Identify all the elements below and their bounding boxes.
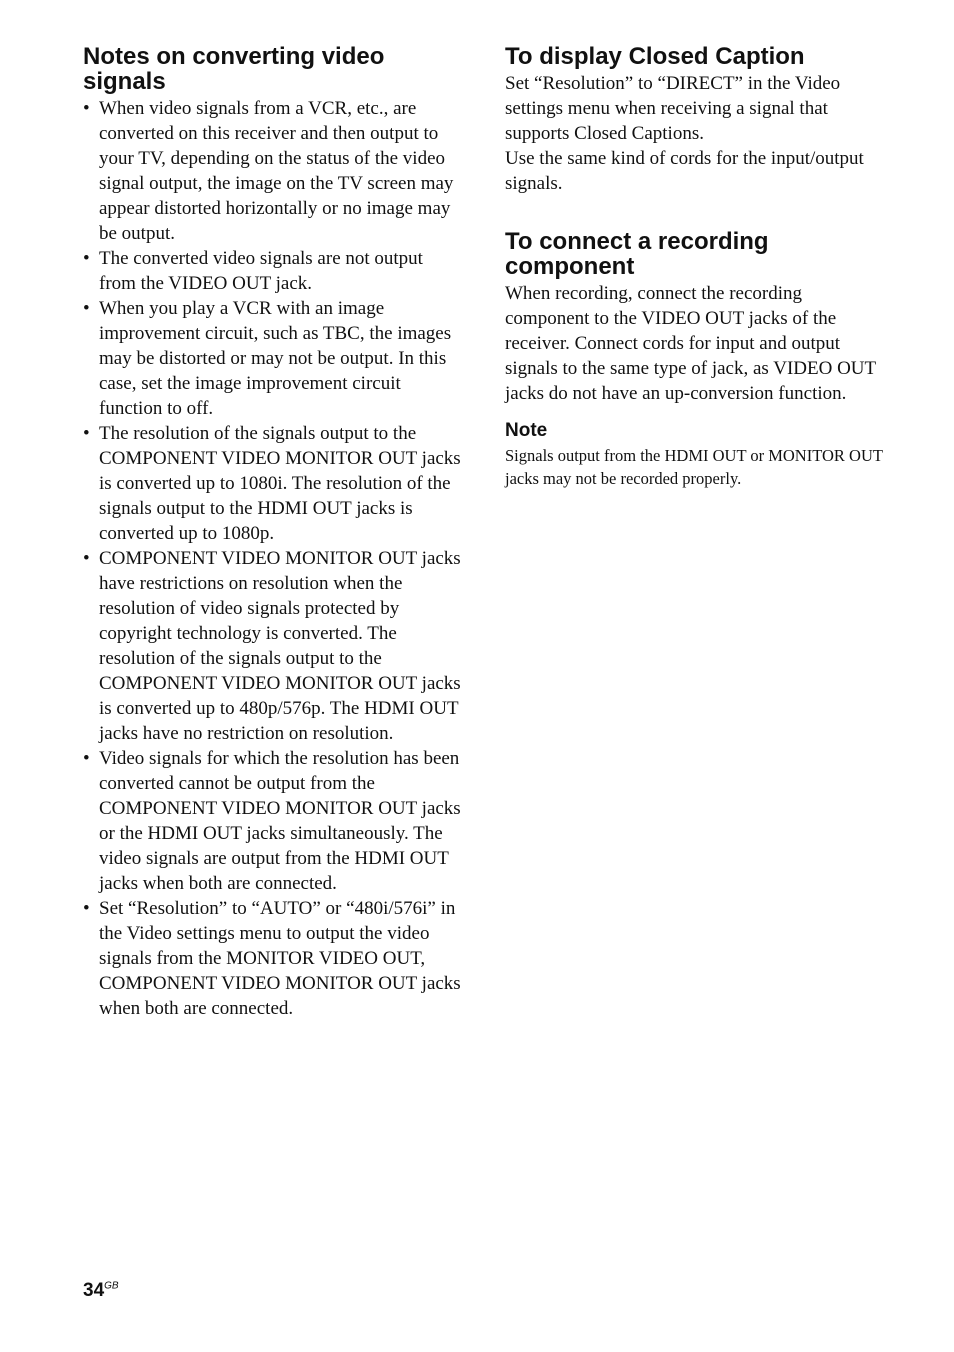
page-number: $34^{GB}$ xyxy=(83,1280,119,1301)
bullet-icon: • xyxy=(83,548,90,569)
notes-list xyxy=(83,96,461,1021)
list-item: • The converted video signals are not output from the VIDEO OUT jack. xyxy=(83,248,423,294)
bullet-icon: • xyxy=(83,898,90,919)
bullet-icon: • xyxy=(83,248,90,269)
section-heading-closed-caption: To display Closed Caption xyxy=(505,43,805,70)
bullet-icon: • xyxy=(83,98,90,119)
list-item: • When you play a VCR with an image improvement circuit, such as TBC, the images may be distorted or may not be output. In this case, set the image improvement circuit function to off. xyxy=(83,298,452,419)
bullet-icon: • xyxy=(83,298,90,319)
closed-caption-cords-text: Use the same kind of cords for the input/output signals. xyxy=(505,148,864,194)
region-code: GB xyxy=(104,1280,119,1292)
list-item: • COMPONENT VIDEO MONITOR OUT jacks have restrictions on resolution when the resolution of video signals protected by copyright technology is converted. The resolution of the signals output to the COMPONENT VIDEO MONITOR OUT jacks is converted up to 480p/576p. The HDMI OUT jacks have no restriction on resolution. xyxy=(83,548,461,744)
bullet-icon: • xyxy=(83,748,90,769)
list-item: • When video signals from a VCR, etc., are converted on this receiver and then output to your TV, depending on the status of the video signal output, the image on the TV screen may appear distorted horizontally or no image may be output. xyxy=(83,98,454,244)
list-item: • Video signals for which the resolution has been converted cannot be output from the COMPONENT VIDEO MONITOR OUT jacks or the HDMI OUT jacks simultaneously. The video signals are output from the HDMI OUT jacks when both are connected. xyxy=(83,748,461,894)
bullet-icon: • xyxy=(83,423,90,444)
list-item: • Set “Resolution” to “AUTO” or “480i/576i” in the Video settings menu to output the video signals from the MONITOR VIDEO OUT, COMPONENT VIDEO MONITOR OUT jacks when both are connected. xyxy=(83,898,461,1019)
section-heading-converting: Notes on converting video signals xyxy=(83,43,385,95)
note-text: Signals output from the HDMI OUT or MONITOR OUT jacks may not be recorded properly. xyxy=(505,446,883,488)
recording-text: When recording, connect the recording component to the VIDEO OUT jacks of the receiver. Connect cords for input and output signals to the same type of jack, as VIDEO OUT jacks do not have an up-conversion function. xyxy=(505,283,876,404)
right-column xyxy=(505,44,885,490)
note-heading: Note xyxy=(505,420,548,441)
section-heading-recording: To connect a recording component xyxy=(505,228,769,280)
closed-caption-text: Set “Resolution” to “DIRECT” in the Video settings menu when receiving a signal that supports Closed Captions. xyxy=(505,73,841,144)
list-item: • The resolution of the signals output to the COMPONENT VIDEO MONITOR OUT jacks is converted up to 1080i. The resolution of the signals output to the HDMI OUT jacks is converted up to 1080p. xyxy=(83,423,461,544)
left-column xyxy=(83,44,461,1021)
